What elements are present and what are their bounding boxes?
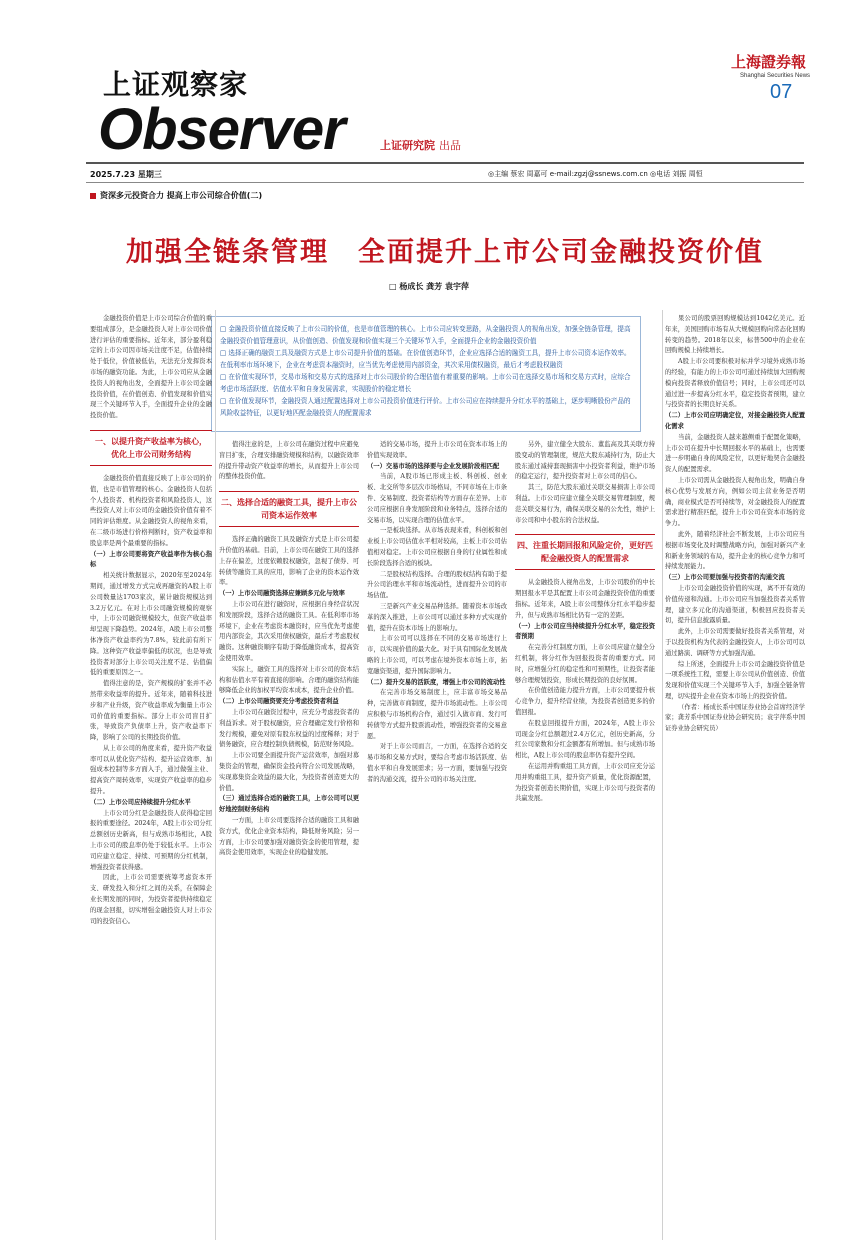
subheading: （二）上市公司应明确定位，对接金融投资人配置化需求 bbox=[665, 412, 805, 430]
summary-box bbox=[211, 316, 641, 432]
article-column-4 bbox=[515, 440, 655, 805]
paragraph: 相关统计数据显示，2020年至2024年期间，通过增发方式完成再融资的A股上市公司数量达1703家次，累计融资规模达到3.2万亿元。在对上市公司融资规模的观察中，上市公司融资规模较大，但资产收益率却呈现下降趋势。2024年，A股上市公司整体净资产收益率约为7.8%，较此前有所下降。这种资产收益率偏低的状况，也是导致投资者对部分上市公司关注度不足、估值偏低的重要原因之一。 bbox=[90, 572, 212, 677]
paragraph: 上市公司要全面提升资产运营效率，加强对募集资金的管理，确保资金投向符合公司发展战略，实现募集资金效益的最大化，为投资者创造更大的价值。 bbox=[219, 752, 359, 792]
series-text: 资深多元投资合力 提高上市公司综合价值(二) bbox=[100, 191, 263, 200]
article-column-1 bbox=[90, 314, 212, 927]
headline: 加强全链条管理 全面提升上市公司金融投资价值 bbox=[126, 237, 764, 268]
section-heading: 一、以提升资产收益率为核心，优化上市公司财务结构 bbox=[90, 430, 212, 466]
paragraph: 一方面，上市公司要选择合适的融资工具和融资方式，优化企业资本结构，降低财务风险；另一方面，上市公司要加强对融资资金的使用管理，提高资金使用效率，实现企业的稳健发展。 bbox=[219, 816, 359, 857]
paragraph: 上市公司金融投资价值的实现，离不开有效的价值传递和沟通。上市公司应当加强投资者关系管理，建立多元化的沟通渠道，积极回应投资者关切，提升信息披露质量。 bbox=[665, 584, 805, 625]
summary-point: □ 在价值实现环节，交易市场和交易方式的选择对上市公司股价的合理估值有着重要的影响。上市公司在选择交易市场和交易方式时，应综合考虑市场活跃度、估值水平和自身发展需求，实现股价的稳定增长 bbox=[220, 373, 631, 393]
brand-name: 上证研究院 bbox=[380, 139, 435, 152]
paragraph: 从金融投资人视角出发，上市公司股价的中长期回报水平是其配置上市公司金融投资价值的重要指标。近年来，A股上市公司整体分红水平稳步提升，但与成熟市场相比仍有一定的差距。 bbox=[515, 579, 655, 619]
paper-logo: 上海證券報 bbox=[731, 53, 807, 71]
section-heading: 四、注重长期回报和风险定价，更好匹配金融投资人的配置需求 bbox=[515, 534, 655, 570]
paragraph: 因此，上市公司需要统筹考虑资本开支、研发投入和分红之间的关系，在保障企业长期发展的同时，为投资者提供持续稳定的现金回报，切实增强金融投资人对上市公司的投资信心。 bbox=[90, 874, 212, 925]
column-divider bbox=[662, 310, 663, 1240]
paragraph: 金融投资价值直接反映了上市公司的价值，也是市值管理的核心。金融投资人包括个人投资者、机构投资者和风险投资人，这些投资人对上市公司的金融投资价值有着不同的评估维度。从金融投资人的视角来看，在二级市场进行价格判断时，资产收益率和股息率是两个最重要的指标。 bbox=[90, 474, 212, 547]
column-title: 上证观察家 bbox=[103, 68, 249, 101]
paragraph: 三是新兴产业交易品种选择。随着资本市场改革的深入推进，上市公司可以通过多种方式实现价值，提升在资本市场上的影响力。 bbox=[367, 602, 507, 632]
paragraph: 实际上，融资工具的选择对上市公司的资本结构和估值水平有着直接的影响。合理的融资结构能够降低企业的加权平均资本成本，提升企业价值。 bbox=[219, 665, 359, 695]
subheading: （三）上市公司要加强与投资者的沟通交流 bbox=[665, 574, 785, 582]
article-column-3 bbox=[367, 440, 507, 786]
paragraph: 在股息回报提升方面，2024年，A股上市公司现金分红总额超过2.4万亿元，创历史新高，分红公司家数和分红金额都有所增加。但与成熟市场相比，A股上市公司的股息率仍有提升空间。 bbox=[515, 719, 655, 760]
paragraph: 二是股权结构选择。合理的股权结构有助于提升公司治理水平和市场流动性，进而提升公司的市场估值。 bbox=[367, 570, 507, 600]
paragraph: 上市公司可以选择在不同的交易市场进行上市，以实现价值的最大化。对于具有国际化发展战略的上市公司，可以考虑在境外资本市场上市，拓宽融资渠道，提升国际影响力。 bbox=[367, 635, 507, 675]
subheading: （一）交易市场的选择要与企业发展阶段相匹配 bbox=[367, 462, 500, 470]
paragraph: 果公司的股票回购规模达到1042亿美元。近年来，美国回购市场有从大规模回购向常态化回购转变的趋势。2018年以来，标普500中的企业在回购规模上持续增长。 bbox=[665, 315, 805, 355]
paragraph: 金融投资价值是上市公司综合价值的重要组成部分，是金融投资人对上市公司价值进行评估的重要指标。近年来，部分盈利稳定的上市公司因市场关注度不足，估值持续处于低位，价值被低估，无法充分发挥资本市场的融资功能。为此，上市公司应从金融投资人的视角出发，全面提升上市公司金融投资价值，在价值创造、价值发现和价值实现三个关键环节入手，全面提升企业的金融投资价值。 bbox=[90, 315, 212, 420]
page-number: 07 bbox=[770, 81, 793, 103]
subheading: （一）上市公司融资选择应兼顾多元化与效率 bbox=[219, 590, 345, 598]
paragraph: A股上市公司要积极对标并学习境外成熟市场的经验，有能力的上市公司可通过持续加大回购规模向投资者释放价值信号；同时，上市公司还可以通过进一步提高分红水平，稳定投资者预期，建立与投资者的长期良好关系。 bbox=[665, 358, 805, 409]
paragraph: 综上所述，全面提升上市公司金融投资价值是一项系统性工程，需要上市公司从价值创造、价值发现和价值实现三个关键环节入手，加强全链条管理，切实提升企业在资本市场上的投资价值。 bbox=[665, 660, 805, 700]
brand-label bbox=[380, 137, 461, 153]
paragraph: 选择正确的融资工具及融资方式是上市公司提升价值的基础。目前，上市公司在融资工具的选择上存在偏差，过度依赖股权融资，忽视了债券、可转债等融资工具的应用，影响了企业的资本运作效率。 bbox=[219, 536, 359, 587]
paragraph: 值得注意的是，上市公司在融资过程中应避免盲目扩张，合理安排融资规模和结构，以融资效率的提升带动资产收益率的增长，从而提升上市公司的整体投资价值。 bbox=[219, 441, 359, 481]
paragraph: 另外，建立健全大股东、董监高及其关联方持股变动的管理制度，规范大股东减持行为，防止大股东通过减持套现损害中小投资者利益，维护市场的稳定运行，提升投资者对上市公司的信心。 bbox=[515, 441, 655, 481]
paragraph: 当前，金融投资人越来越侧重于配置化策略，上市公司在提升中长期回报水平的基础上，也需要进一步明确自身的风险定位，以更好地契合金融投资人的配置需求。 bbox=[665, 433, 805, 474]
paragraph: 在价值创造能力提升方面，上市公司要提升核心竞争力，提升经营业绩，为投资者创造更多的价值回报。 bbox=[515, 687, 655, 716]
subheading: （二）上市公司融资要充分考虑投资者利益 bbox=[219, 698, 339, 706]
paragraph: 当前，A股市场已形成主板、科创板、创业板、北交所等多层次市场格局，不同市场在上市条件、交易制度、投资者结构等方面存在差异。上市公司应根据自身发展阶段和业务特点，选择合适的交易市场，以实现合理的估值水平。 bbox=[367, 473, 507, 524]
paragraph: 上市公司分红是金融投资人获得稳定回报的重要途径。2024年，A股上市公司分红总额创历史新高，但与成熟市场相比，A股上市公司的股息率仍处于较低水平。上市公司应建立稳定、持续、可预期的分红机制，增强投资者获得感。 bbox=[90, 809, 212, 871]
paragraph: 在完善市场交易制度上，应丰富市场交易品种，完善做市商制度，提升市场流动性。上市公司应积极与市场机构合作，通过引入做市商、发行可转债等方式提升股票流动性，增强投资者的交易意愿。 bbox=[367, 689, 507, 740]
byline: □ 杨成长 龚芳 袁宇萍 bbox=[389, 282, 469, 291]
summary-point: □ 在价值发现环节，金融投资人通过配置选择对上市公司投资价值进行评价。上市公司应在持续提升分红水平的基础上，逐步明晰股份产品的风险收益特征，以更好地匹配金融投资人的配置需求 bbox=[220, 397, 631, 417]
paragraph: 其三，防范大股东通过关联交易损害上市公司利益。上市公司应建立健全关联交易管理制度，规范关联交易行为，确保关联交易的公允性，维护上市公司和中小股东的合法权益。 bbox=[515, 484, 655, 524]
paragraph: 适的交易市场，提升上市公司在资本市场上的价值实现效率。 bbox=[367, 441, 507, 459]
paragraph: 上市公司在融资过程中，应充分考虑投资者的利益诉求。对于股权融资，应合理确定发行价格和发行规模，避免对原有股东权益的过度稀释；对于债务融资，应合理控制负债规模，防范财务风险。 bbox=[219, 708, 359, 749]
paragraph: 对于上市公司而言，一方面，在选择合适的交易市场和交易方式时，要综合考虑市场活跃度、估值水平和自身发展需求；另一方面，要加强与投资者的沟通交流，提升公司的市场关注度。 bbox=[367, 743, 507, 783]
paragraph: 在完善分红制度方面，上市公司应建立健全分红机制，将分红作为回报投资者的重要方式。同时，应增强分红的稳定性和可预期性，让投资者能够合理规划投资，形成长期投资的良好氛围。 bbox=[515, 644, 655, 684]
paragraph: 此外，上市公司需要做好投资者关系管理，对于以投资机构为代表的金融投资人，上市公司可以通过路演、调研等方式加强沟通。 bbox=[665, 628, 805, 657]
summary-point: □ 选择正确的融资工具及融资方式是上市公司提升价值的基础。在价值创造环节，企业应选择合适的融资工具，提升上市公司资本运作效率。在低利率市场环境下，企业在考虑资本融资时，应当优先考虑使用内部资金，其次采用债权融资，最后才考虑股权融资 bbox=[220, 349, 631, 369]
square-bullet-icon bbox=[90, 193, 96, 199]
summary-point: □ 金融投资价值直接反映了上市公司的价值，也是市值管理的核心。上市公司应转变思路，从金融投资人的视角出发，加强全链条管理，提高金融投资价值管理意识，从价值创造、价值发现和价值实现三个关键环节入手，全面提升企业的金融投资价值 bbox=[220, 325, 631, 345]
series-title bbox=[90, 190, 262, 201]
issue-date: 2025.7.23 星期三 bbox=[90, 170, 162, 179]
paragraph: 从上市公司的角度来看，提升资产收益率可以从优化资产结构、提升运营效率、加强成本控制等多方面入手，通过做强主业、提高资产周转效率，实现资产收益率的稳步提升。 bbox=[90, 744, 212, 796]
author-bio: （作者：杨成长系中国证券业协会首席经济学家；龚芳系中国证券业协会研究员；袁宇萍系中国证券业协会研究员） bbox=[665, 703, 805, 733]
paragraph: 在运用并购重组工具方面，上市公司应充分运用并购重组工具，提升资产质量，优化资源配置，为投资者创造长期价值，实现上市公司与投资者的共赢发展。 bbox=[515, 762, 655, 803]
paper-english-name: Shanghai Securities News bbox=[740, 73, 811, 79]
section-heading: 二、选择合适的融资工具，提升上市公司资本运作效率 bbox=[219, 491, 359, 527]
header-rule bbox=[86, 162, 804, 164]
subheading: （二）提升交易的活跃度，增强上市公司的流动性 bbox=[367, 678, 506, 686]
observer-logo: Observer bbox=[98, 97, 345, 162]
header-rule-thin bbox=[86, 182, 804, 183]
column-divider bbox=[215, 310, 216, 1240]
brand-sub: 出品 bbox=[439, 139, 461, 152]
paragraph: 上市公司在进行融资时，应根据自身经营状况和发展阶段，选择合适的融资工具。在低利率市场环境下，企业在考虑资本融资时，应当优先考虑使用内部资金，其次采用债权融资，最后才考虑股权融资。这种融资顺序有助于降低融资成本，提高资金使用效率。 bbox=[219, 600, 359, 662]
paragraph: 值得注意的是，资产规模的扩张并不必然带来收益率的提升。近年来，随着科技进步和产业升级，资产收益率成为衡量上市公司价值的重要指标。部分上市公司盲目扩张，导致资产负债率上升，资产收益率下降，影响了公司的长期投资价值。 bbox=[90, 680, 212, 742]
paragraph: 上市公司需从金融投资人视角出发，明确自身核心优势与发展方向，例如公司主营业务是否明确，商业模式是否可持续等，对金融投资人的配置需求进行精准匹配，提升上市公司在资本市场的竞争力。 bbox=[665, 476, 805, 528]
subheading: （三）通过选择合适的融资工具，上市公司可以更好地控制财务结构 bbox=[219, 795, 359, 814]
subheading: （一）上市公司要将资产收益率作为核心指标 bbox=[90, 550, 212, 569]
subheading: （二）上市公司应持续提升分红水平 bbox=[90, 798, 191, 806]
article-column-5 bbox=[665, 314, 805, 735]
article-column-2 bbox=[219, 440, 359, 859]
paragraph: 此外，随着经济社会不断发展，上市公司应当根据市场变化及时调整战略方向，加强对新兴产业和新业务领域的布局，提升企业的核心竞争力和可持续发展能力。 bbox=[665, 530, 805, 571]
editor-credits: ◎主编 蔡宏 周嘉可 e-mail:zgzj@ssnews.com.cn ◎电话 刘振 周恒 bbox=[488, 170, 703, 178]
paragraph: 一是板块选择。从市场表现来看，科创板和创业板上市公司估值水平相对较高，主板上市公司估值相对稳定。上市公司应根据自身的行业属性和成长阶段选择合适的板块。 bbox=[367, 527, 507, 567]
subheading: （一）上市公司应当持续提升分红水平，稳定投资者预期 bbox=[515, 622, 655, 641]
